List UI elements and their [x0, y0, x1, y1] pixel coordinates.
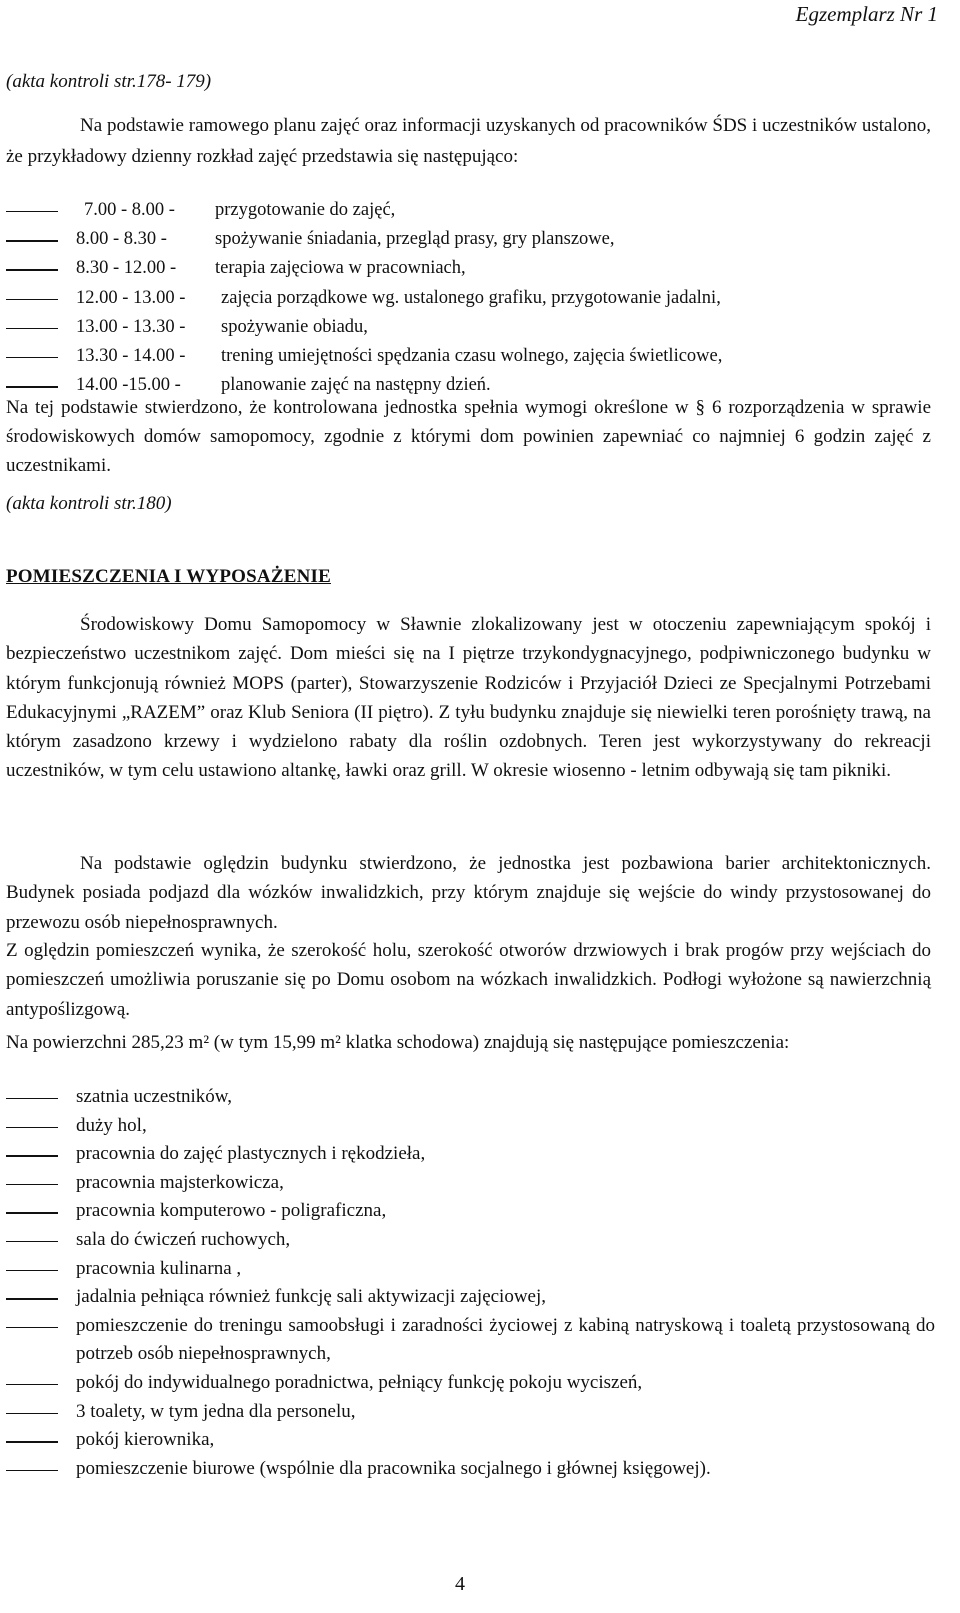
room-item [0, 1140, 935, 1169]
room-label: sala do ćwiczeń ruchowych, [76, 1228, 291, 1250]
schedule-activity: spożywanie obiadu, [221, 316, 368, 337]
dash-bullet [6, 1384, 58, 1385]
schedule-item [0, 254, 930, 283]
dash-bullet [6, 1241, 58, 1242]
schedule-time: 13.30 - 14.00 - [76, 345, 186, 366]
room-label: pracownia komputerowo - poligraficzna, [76, 1200, 387, 1222]
schedule-time: 8.30 - 12.00 - [76, 258, 177, 279]
schedule-item [0, 284, 930, 313]
doors-paragraph: Z oględzin pomieszczeń wynika, że szerokość holu, szerokość otworów drzwiowych i brak progów przy wejściach do pomieszczeń umożliwia poruszanie się po Domu osobom na wózkach inwalidzkich. Podłogi wyłożone są nawierzchnią antypoślizgową. [6, 940, 931, 1020]
page-number: 4 [455, 1573, 465, 1595]
schedule-time: 13.00 - 13.30 - [76, 316, 186, 337]
room-label: pokój kierownika, [76, 1429, 215, 1451]
dash-bullet [6, 328, 58, 329]
dash-bullet [6, 1155, 58, 1156]
room-label: szatnia uczestników, [76, 1086, 232, 1107]
schedule-time: 14.00 -15.00 - [76, 375, 181, 396]
dash-bullet [6, 1212, 58, 1213]
area-paragraph: Na powierzchni 285,23 m² (w tym 15,99 m² klatka schodowa) znajdują się następujące pomieszczenia: [6, 1032, 790, 1053]
room-label: pomieszczenie do treningu samoobsługi i zaradności życiowej z kabiną natryskową i toaletą przystosowaną do potrzeb osób niepełnosprawnych, [76, 1314, 935, 1365]
intro-paragraph: Na podstawie ramowego planu zajęć oraz informacji uzyskanych od pracowników ŚDS i uczestników ustalono, że przykładowy dzienny rozkład zajęć przedstawia się następująco: [6, 115, 931, 167]
location-paragraph: Środowiskowy Domu Samopomocy w Sławnie zlokalizowany jest w otoczeniu zapewniającym spokój i bezpieczeństwo uczestnikom zajęć. Dom mieści się na I piętrze trzykondygnacyjnego, podpiwniczonego budynku w którym funkcjonują również MOPS (parter), Stowarzyszenie Rodziców i Przyjaciół Dzieci ze Specjalnymi Potrzebami Edukacyjnymi „RAZEM” oraz Klub Seniora (II piętro). Z tyłu budynku znajduje się niewielki teren porośnięty trawą, na którym zasadzono krzewy i wydzielono rabaty dla roślin ozdobnych. Teren jest wykorzystywany do rekreacji uczestników, w tym celu ustawiono altankę, ławki oraz grill. W okresie wiosenno - letnim odbywają się tam pikniki. [6, 614, 931, 782]
room-item [0, 1455, 935, 1484]
room-label: duży hol, [76, 1114, 147, 1136]
schedule-activity: spożywanie śniadania, przegląd prasy, gry planszowe, [215, 229, 615, 250]
schedule-time: 7.00 - 8.00 - [84, 200, 175, 220]
room-item [0, 1226, 935, 1255]
dash-bullet [6, 211, 58, 212]
schedule-time: 12.00 - 13.00 - [76, 287, 186, 308]
dash-bullet [6, 357, 58, 358]
schedule-item [0, 313, 930, 342]
schedule-item [0, 225, 930, 254]
reference-note-1: (akta kontroli str.178- 179) [6, 71, 212, 92]
schedule-activity: trening umiejętności spędzania czasu wolnego, zajęcia świetlicowe, [221, 345, 723, 366]
room-item [0, 1083, 935, 1112]
schedule-item [0, 196, 930, 225]
room-label: pracownia kulinarna , [76, 1257, 242, 1279]
room-label: pokój do indywidualnego poradnictwa, pełniący funkcję pokoju wyciszeń, [76, 1371, 643, 1393]
schedule-activity: planowanie zajęć na następny dzień. [221, 375, 491, 396]
room-item [0, 1398, 935, 1427]
room-label: pomieszczenie biurowe (wspólnie dla pracownika socjalnego i głównej księgowej). [76, 1457, 711, 1479]
dash-bullet [6, 1184, 58, 1185]
dash-bullet [6, 299, 58, 300]
dash-bullet [6, 1470, 58, 1471]
dash-bullet [6, 1298, 58, 1299]
room-item [0, 1426, 935, 1455]
room-item [0, 1197, 935, 1226]
dash-bullet [6, 1413, 58, 1414]
dash-bullet [6, 1327, 58, 1328]
dash-bullet [6, 240, 58, 241]
room-label: 3 toalety, w tym jedna dla personelu, [76, 1400, 356, 1422]
accessibility-paragraph: Na podstawie oględzin budynku stwierdzono, że jednostka jest pozbawiona barier architektonicznych. Budynek posiada podjazd dla wózków inwalidzkich, przy którym znajduje się wejście do windy przystosowanej do przewozu osób niepełnosprawnych. [6, 853, 931, 933]
room-item [0, 1169, 935, 1198]
daily-schedule [0, 196, 930, 400]
room-item [0, 1283, 935, 1312]
dash-bullet [6, 1098, 58, 1099]
schedule-activity: przygotowanie do zajęć, [215, 200, 396, 220]
rooms-list [0, 1083, 935, 1483]
schedule-activity: terapia zajęciowa w pracowniach, [215, 258, 466, 279]
room-label: pracownia do zajęć plastycznych i rękodzieła, [76, 1143, 426, 1165]
copy-number-header: Egzemplarz Nr 1 [795, 2, 938, 26]
dash-bullet [6, 269, 58, 270]
room-item [0, 1312, 935, 1369]
section-heading: POMIESZCZENIA I WYPOSAŻENIE [6, 566, 331, 587]
room-item [0, 1112, 935, 1141]
room-label: pracownia majsterkowicza, [76, 1171, 284, 1193]
dash-bullet [6, 1270, 58, 1271]
dash-bullet [6, 1127, 58, 1128]
schedule-item [0, 342, 930, 371]
dash-bullet [6, 386, 58, 387]
conclusion-paragraph: Na tej podstawie stwierdzono, że kontrolowana jednostka spełnia wymogi określone w § 6 rozporządzenia w sprawie środowiskowych domów samopomocy, zgodnie z którymi dom powinien zapewniać co najmniej 6 godzin zajęć z uczestnikami. [6, 397, 931, 476]
room-item [0, 1255, 935, 1284]
reference-note-2: (akta kontroli str.180) [6, 493, 172, 514]
room-item [0, 1369, 935, 1398]
schedule-activity: zajęcia porządkowe wg. ustalonego grafiku, przygotowanie jadalni, [221, 287, 721, 308]
dash-bullet [6, 1441, 58, 1442]
schedule-time: 8.00 - 8.30 - [76, 229, 167, 250]
room-label: jadalnia pełniąca również funkcję sali aktywizacji zajęciowej, [76, 1286, 547, 1308]
